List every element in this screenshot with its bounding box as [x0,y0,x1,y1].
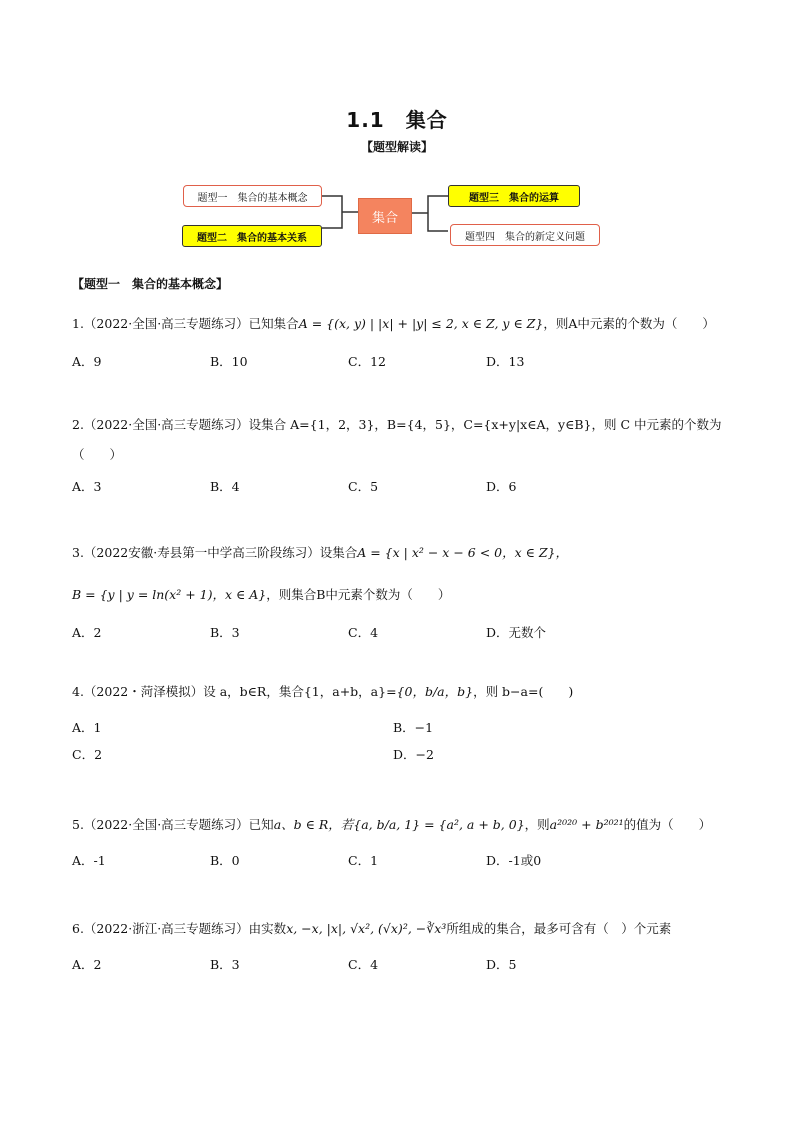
question-3-math-b: B = {y | y = ln(x² + 1)，x ∈ A} [72,587,267,602]
section-heading: 【题型一 集合的基本概念】 [72,277,229,291]
q1-option-b: B．10 [210,354,248,369]
diagram-box-type4: 题型四 集合的新定义问题 [450,224,600,246]
question-5-math-a: a、b ∈ R，若 [273,817,354,832]
question-4-stem: 4.（2022・菏泽模拟）设 a，b∈R，集合{1，a+b，a}= [72,684,397,699]
diagram-box-type2: 题型二 集合的基本关系 [182,225,322,247]
diagram-box-center: 集合 [358,198,412,234]
q6-option-c: C．4 [348,957,379,972]
q5-option-a: A．-1 [72,853,106,868]
question-1-suffix: ，则A中元素的个数为（ ） [543,316,715,331]
question-4 [72,682,573,700]
q5-option-c: C．1 [348,853,379,868]
q1-option-a: A．9 [72,354,102,369]
question-4-math: {0，b/a，b} [396,684,474,699]
question-3-math-a: A = {x | x² − x − 6 < 0，x ∈ Z}， [357,545,568,560]
question-6 [72,919,671,937]
question-5-mid: ，则 [524,817,550,832]
question-1-math: A = {(x, y) | |x| + |y| ≤ 2, x ∈ Z, y ∈ Z} [298,316,544,331]
question-2-line1: 2.（2022·全国·高三专题练习）设集合 A={1，2，3}，B={4，5}，C={x+y|x∈A，y∈B}，则 C 中元素的个数为 [72,417,722,432]
question-2-line2: （ ） [72,447,123,462]
question-5-math-b: {a, b/a, 1} = {a², a + b, 0} [353,817,525,832]
question-3-stem: 3.（2022安徽·寿县第一中学高三阶段练习）设集合 [72,545,358,560]
diagram-box-type3: 题型三 集合的运算 [448,185,580,207]
q1-option-c: C．12 [348,354,386,369]
question-5 [72,815,711,833]
question-5-suffix: 的值为（ ） [623,817,712,832]
connector-right [412,196,448,231]
question-5-math-c: a²⁰²⁰ + b²⁰²¹ [549,817,624,832]
diagram-box-type1: 题型一 集合的基本概念 [183,185,322,207]
q5-option-b: B．0 [210,853,240,868]
q4-option-a: A．1 [72,720,102,735]
page-subtitle: 【题型解读】 [360,140,433,154]
q1-option-d: D．13 [486,354,525,369]
question-6-math: x, −x, |x|, √x², (√x)², −∛x³ [286,921,447,936]
q6-option-a: A．2 [72,957,102,972]
q2-option-a: A．3 [72,479,102,494]
q6-option-b: B．3 [210,957,240,972]
question-1 [72,314,715,332]
q3-option-a: A．2 [72,625,102,640]
question-3-line1 [72,543,568,561]
question-3-suffix: ，则集合B中元素个数为（ ） [266,587,451,602]
q3-option-d: D．无数个 [486,625,547,640]
q4-option-d: D．−2 [393,747,434,762]
page-title: 1.1 集合 [346,108,448,132]
question-6-stem: 6.（2022·浙江·高三专题练习）由实数 [72,921,287,936]
q2-option-c: C．5 [348,479,379,494]
q4-option-c: C．2 [72,747,103,762]
q3-option-b: B．3 [210,625,240,640]
question-4-suffix: ，则 b−a=( ) [473,684,574,699]
q5-option-d: D．-1或0 [486,853,542,868]
q3-option-c: C．4 [348,625,379,640]
connector-left [322,196,358,228]
q2-option-d: D．6 [486,479,517,494]
question-1-stem: 1.（2022·全国·高三专题练习）已知集合 [72,316,299,331]
question-5-stem: 5.（2022·全国·高三专题练习）已知 [72,817,274,832]
q4-option-b: B．−1 [393,720,434,735]
q2-option-b: B．4 [210,479,240,494]
q6-option-d: D．5 [486,957,517,972]
question-6-suffix: 所组成的集合，最多可含有（ ）个元素 [446,921,672,936]
question-3-line2 [72,585,450,603]
